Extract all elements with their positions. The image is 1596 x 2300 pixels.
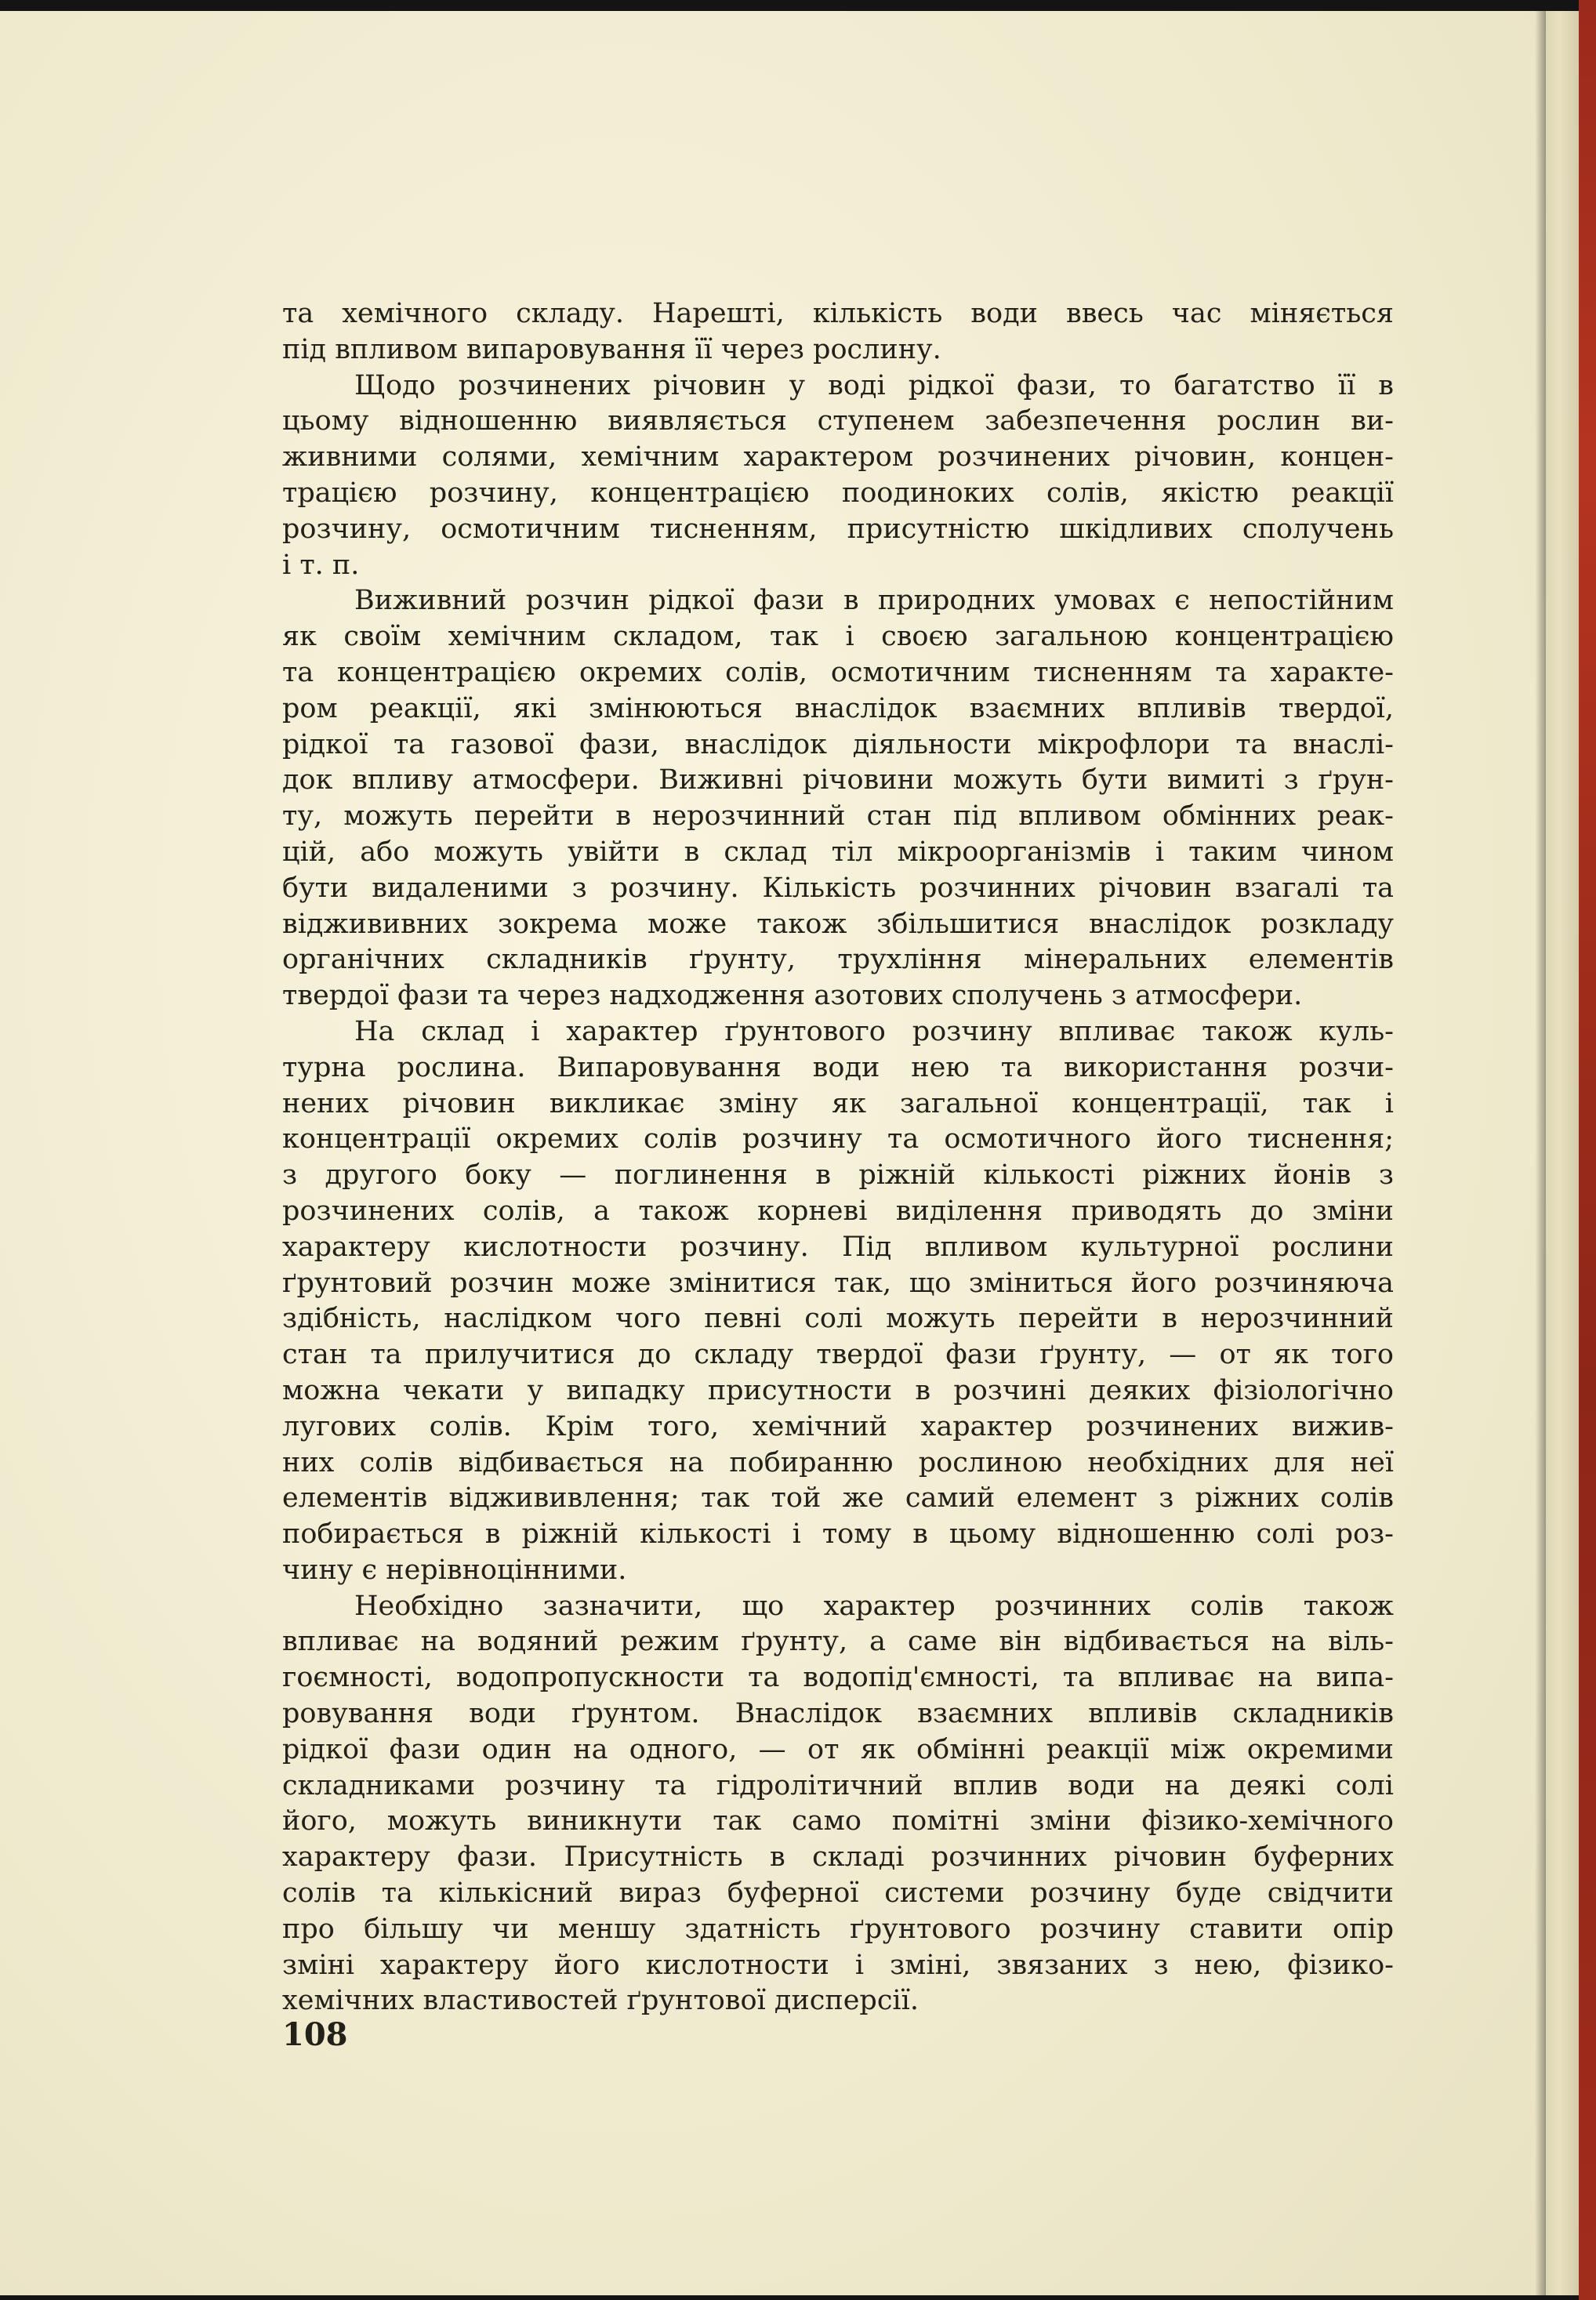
text-line: під впливом випаровування її через рослину. (282, 333, 941, 365)
text-line: ґрунтовий розчин може змінитися так, що зміниться його розчиняюча (282, 1267, 1394, 1299)
text-line: лугових солів. Крім того, хемічний характер розчинених вижив- (282, 1410, 1394, 1442)
text-line: віджививних зокрема може також збільшитися внаслідок розкладу (282, 908, 1394, 940)
text-line: хемічних властивостей ґрунтової дисперсії. (282, 1985, 919, 2017)
text-line: розчинених солів, а також корневі виділення приводять до зміни (282, 1195, 1394, 1227)
text-line: побирається в ріжній кількості і тому в цьому відношенню солі роз- (282, 1518, 1394, 1551)
text-line: як своїм хемічним складом, так і своєю загальною концентрацією (282, 621, 1394, 653)
text-line: та концентрацією окремих солів, осмотичним тисненням та характе- (282, 656, 1394, 688)
text-line: про більшу чи меншу здатність ґрунтового розчину ставити опір (282, 1913, 1394, 1945)
text-line: органічних складників ґрунту, трухління мінеральних елементів (282, 944, 1394, 976)
text-line: Виживний розчин рідкої фази в природних умовах є непостійним (354, 585, 1394, 617)
text-line: його, можуть виникнути так само помітні зміни фізико-хемічного (282, 1805, 1394, 1837)
text-line: впливає на водяний режим ґрунту, а саме він відбивається на віль- (282, 1626, 1394, 1658)
text-line: турна рослина. Випаровування води нею та використання розчи- (282, 1051, 1394, 1083)
text-line: характеру фази. Присутність в складі розчинних річовин буферних (282, 1841, 1394, 1874)
text-line: трацією розчину, концентрацією поодиноких солів, якістю реакції (282, 477, 1394, 509)
text-line: характеру кислотности розчину. Під впливом культурної рослини (282, 1231, 1394, 1263)
text-line: та хемічного складу. Нарешті, кількість води ввесь час міняється (282, 298, 1394, 329)
book-binding-edge (1579, 0, 1596, 2300)
text-line: зміні характеру його кислотности і зміні, звязаних з нею, фізико- (282, 1949, 1394, 1981)
text-line: ту, можуть перейти в нерозчинний стан під впливом обмінних реак- (282, 800, 1394, 833)
paragraph (282, 1014, 1394, 1589)
text-line: док впливу атмосфери. Виживні річовини можуть бути вимиті з ґрун- (282, 764, 1394, 796)
text-line: Щодо розчинених річовин у воді рідкої фази, то багатство її в (354, 369, 1394, 401)
text-line: рідкої та газової фази, внаслідок діяльности мікрофлори та внаслі- (282, 728, 1394, 760)
text-line: твердої фази та через надходження азотових сполучень з атмосфери. (282, 980, 1303, 1012)
body-text (282, 296, 1394, 2019)
text-line: концентрації окремих солів розчину та осмотичного його тиснення; (282, 1123, 1394, 1155)
page-number: 108 (282, 2016, 348, 2053)
page-fold-shadow (1535, 11, 1546, 2295)
text-line: ром реакції, які змінюються внаслідок взаємних впливів твердої, (282, 692, 1394, 724)
text-line: солів та кількісний вираз буферної системи розчину буде свідчити (282, 1877, 1394, 1910)
adjacent-page-edge (1546, 11, 1579, 2295)
text-line: них солів відбивається на побиранню рослиною необхідних для неї (282, 1446, 1394, 1478)
text-line: можна чекати у випадку присутности в розчині деяких фізіологічно (282, 1374, 1394, 1406)
text-line: з другого боку — поглинення в ріжній кількості ріжних йонів з (282, 1159, 1394, 1192)
paragraph (282, 1589, 1394, 2020)
text-line: здібність, наслідком чого певні солі можуть перейти в нерозчинний (282, 1303, 1394, 1335)
paragraph (282, 583, 1394, 1014)
text-line: Необхідно зазначити, що характер розчинних солів також (354, 1590, 1394, 1622)
text-line: складниками розчину та гідролітичний вплив води на деякі солі (282, 1769, 1394, 1801)
text-line: нених річовин викликає зміну як загальної концентрації, так і (282, 1087, 1394, 1119)
paragraph (282, 368, 1394, 584)
text-line: цій, або можуть увійти в склад тіл мікроорганізмів і таким чином (282, 836, 1394, 868)
text-line: елементів віджививлення; так той же самий елемент з ріжних солів (282, 1482, 1394, 1515)
text-line: живними солями, хемічним характером розчинених річовин, концен- (282, 441, 1394, 473)
text-line: ровування води ґрунтом. Внаслідок взаємних впливів складників (282, 1698, 1394, 1730)
text-line: гоємності, водопропускности та водопід'ємності, та впливає на випа- (282, 1662, 1394, 1694)
text-line: цьому відношенню виявляється ступенем забезпечення рослин ви- (282, 405, 1394, 437)
text-line: бути видаленими з розчину. Кількість розчинних річовин взагалі та (282, 872, 1394, 904)
text-line: На склад і характер ґрунтового розчину впливає також куль- (354, 1015, 1394, 1047)
paragraph (282, 296, 1394, 368)
text-line: чину є нерівноцінними. (282, 1554, 627, 1586)
text-line: рідкої фази один на одного, — от як обмінні реакції між окремими (282, 1733, 1394, 1765)
text-line: розчину, осмотичним тисненням, присутністю шкідливих сполучень (282, 513, 1394, 545)
text-line: стан та прилучитися до складу твердої фази ґрунту, — от як того (282, 1339, 1394, 1371)
text-line: і т. п. (282, 549, 360, 581)
